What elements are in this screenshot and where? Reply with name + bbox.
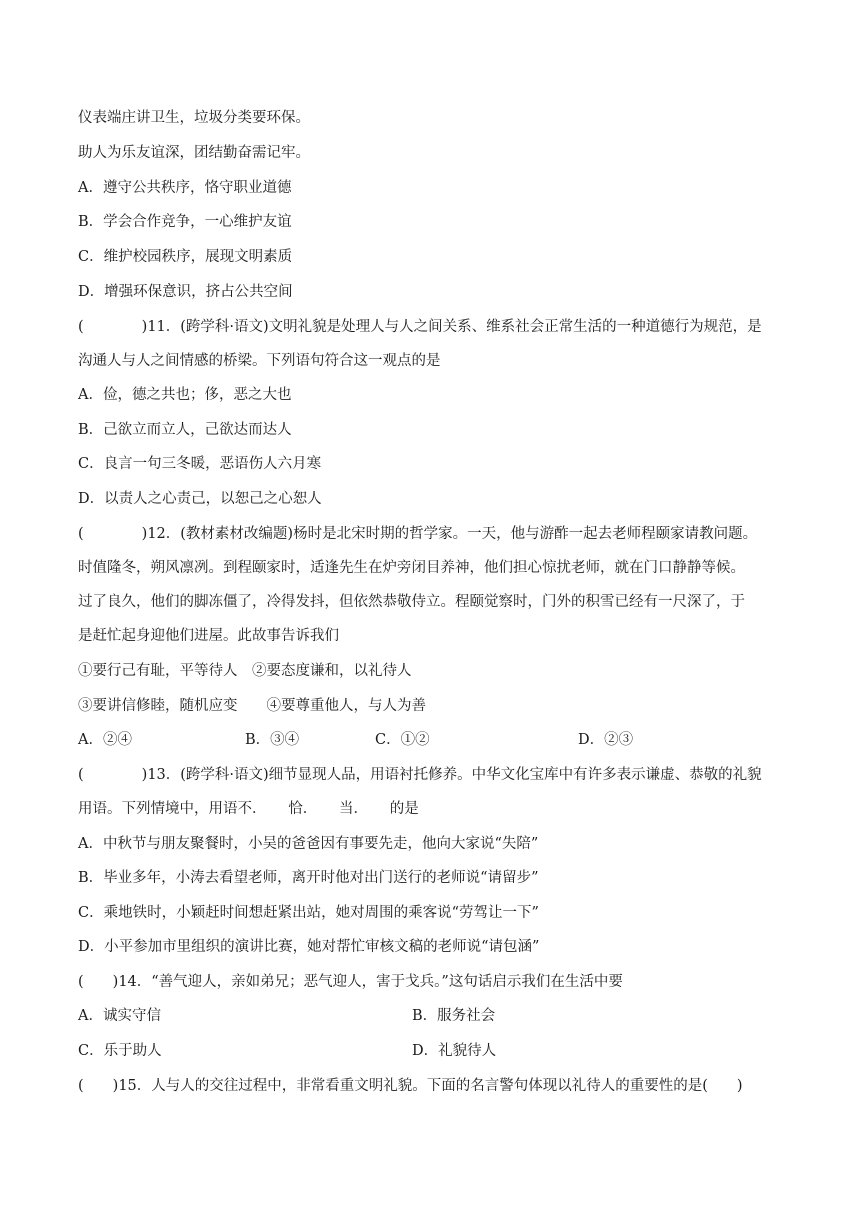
question-11-stem-line-1: ( )11．(跨学科·语文)文明礼貌是处理人与人之间关系、维系社会正常生活的一种道德行为规范，是 xyxy=(78,319,762,335)
option-c: C．良言一句三冬暖，恶语伤人六月寒 xyxy=(78,456,322,472)
option-d: D．②③ xyxy=(578,732,634,748)
intro-line-2: 助人为乐友谊深，团结勤奋需记牢。 xyxy=(78,145,310,161)
question-11-stem-line-2: 沟通人与人之间情感的桥梁。下列语句符合这一观点的是 xyxy=(78,353,441,369)
option-d: D．礼貌待人 xyxy=(412,1043,497,1059)
option-b: B．③④ xyxy=(245,732,300,748)
option-a: A．②④ xyxy=(78,732,132,748)
option-a: A．俭，德之共也；侈，恶之大也 xyxy=(78,387,292,403)
question-12-stem-line-1: ( )12．(教材素材改编题)杨时是北宋时期的哲学家。一天，他与游酢一起去老师程颐家请教问题。 xyxy=(78,526,758,542)
question-12-stem-line-4: 是赶忙起身迎他们进屋。此故事告诉我们 xyxy=(78,628,339,644)
question-12-statements-line-2: ③要讲信修睦，随机应变 ④要尊重他人，与人为善 xyxy=(78,698,426,714)
question-15-stem: ( )15．人与人的交往过程中，非常看重文明礼貌。下面的名言警句体现以礼待人的重要性的是( ) xyxy=(78,1078,743,1094)
option-a: A．中秋节与朋友聚餐时，小吴的爸爸因有事要先走，他向大家说“失陪” xyxy=(78,836,539,852)
question-12-statements-line-1: ①要行己有耻，平等待人 ②要态度谦和，以礼待人 xyxy=(78,663,412,679)
option-c: C．乐于助人 xyxy=(78,1043,162,1059)
option-c: C．乘地铁时，小颖赶时间想赶紧出站，她对周围的乘客说“劳驾让一下” xyxy=(78,905,539,921)
option-c: C．维护校园秩序，展现文明素质 xyxy=(78,249,293,265)
option-d: D．小平参加市里组织的演讲比赛，她对帮忙审核文稿的老师说“请包涵” xyxy=(78,939,540,955)
option-b: B．己欲立而立人，己欲达而达人 xyxy=(78,422,292,438)
option-b: B．学会合作竞争，一心维护友谊 xyxy=(78,214,292,230)
question-12-stem-line-3: 过了良久，他们的脚冻僵了，冷得发抖，但依然恭敬侍立。程颐觉察时，门外的积雪已经有一尺深了，于 xyxy=(78,594,745,610)
option-a: A．诚实守信 xyxy=(78,1008,161,1024)
option-c: C．①② xyxy=(375,732,430,748)
intro-line-1: 仪表端庄讲卫生，垃圾分类要环保。 xyxy=(78,110,310,126)
question-13-stem-line-2: 用语。下列情境中，用语不． 恰． 当． 的是 xyxy=(78,801,419,817)
option-a: A．遵守公共秩序，恪守职业道德 xyxy=(78,180,292,196)
question-14-stem: ( )14．“善气迎人，亲如弟兄；恶气迎人，害于戈兵。”这句话启示我们在生活中要 xyxy=(78,974,623,990)
option-d: D．增强环保意识，挤占公共空间 xyxy=(78,284,293,300)
option-b: B．服务社会 xyxy=(412,1008,496,1024)
question-13-stem-line-1: ( )13．(跨学科·语文)细节显现人品，用语衬托修养。中华文化宝库中有许多表示谦虚、恭敬的礼貌 xyxy=(78,767,762,783)
option-b: B．毕业多年，小涛去看望老师，离开时他对出门送行的老师说“请留步” xyxy=(78,870,539,886)
question-12-stem-line-2: 时值隆冬，朔风凛冽。到程颐家时，适逢先生在炉旁闭目养神，他们担心惊扰老师，就在门口静静等候。 xyxy=(78,560,745,576)
option-d: D．以责人之心责己，以恕己之心恕人 xyxy=(78,491,322,507)
